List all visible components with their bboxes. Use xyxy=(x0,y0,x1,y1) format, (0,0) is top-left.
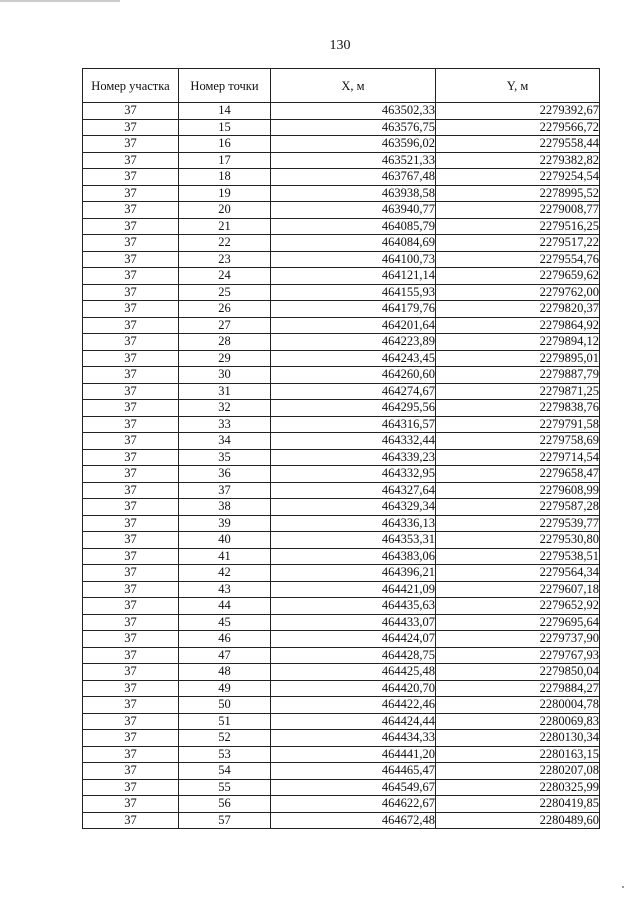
cell-point-number: 46 xyxy=(179,631,271,648)
table-row xyxy=(83,796,600,813)
scan-dot-mark xyxy=(622,886,624,888)
cell-plot-number: 37 xyxy=(83,664,179,681)
table-row xyxy=(83,565,600,582)
cell-point-number: 48 xyxy=(179,664,271,681)
cell-x: 464332,95 xyxy=(271,466,436,483)
table-row xyxy=(83,680,600,697)
cell-x: 463576,75 xyxy=(271,119,436,136)
cell-point-number: 16 xyxy=(179,136,271,153)
cell-x: 464435,63 xyxy=(271,598,436,615)
cell-y: 2279554,76 xyxy=(436,251,600,268)
cell-point-number: 23 xyxy=(179,251,271,268)
cell-x: 464672,48 xyxy=(271,812,436,829)
cell-point-number: 33 xyxy=(179,416,271,433)
cell-y: 2279820,37 xyxy=(436,301,600,318)
cell-x: 464223,89 xyxy=(271,334,436,351)
table-row xyxy=(83,515,600,532)
cell-y: 2279850,04 xyxy=(436,664,600,681)
cell-y: 2279564,34 xyxy=(436,565,600,582)
cell-point-number: 55 xyxy=(179,779,271,796)
cell-x: 464243,45 xyxy=(271,350,436,367)
cell-point-number: 20 xyxy=(179,202,271,219)
table-row xyxy=(83,268,600,285)
cell-point-number: 50 xyxy=(179,697,271,714)
cell-plot-number: 37 xyxy=(83,268,179,285)
cell-x: 464327,64 xyxy=(271,482,436,499)
cell-plot-number: 37 xyxy=(83,466,179,483)
table-row xyxy=(83,400,600,417)
cell-y: 2279737,90 xyxy=(436,631,600,648)
cell-point-number: 39 xyxy=(179,515,271,532)
cell-plot-number: 37 xyxy=(83,103,179,120)
table-body xyxy=(83,103,600,829)
cell-y: 2279652,92 xyxy=(436,598,600,615)
cell-plot-number: 37 xyxy=(83,416,179,433)
table-row xyxy=(83,301,600,318)
table-header-row xyxy=(83,69,600,103)
table-row xyxy=(83,466,600,483)
cell-y: 2279714,54 xyxy=(436,449,600,466)
cell-point-number: 54 xyxy=(179,763,271,780)
table-row xyxy=(83,730,600,747)
cell-x: 464100,73 xyxy=(271,251,436,268)
cell-x: 464465,47 xyxy=(271,763,436,780)
cell-plot-number: 37 xyxy=(83,136,179,153)
table-row xyxy=(83,746,600,763)
cell-x: 464295,56 xyxy=(271,400,436,417)
header-x: X, м xyxy=(271,69,436,103)
table-row xyxy=(83,119,600,136)
cell-y: 2279008,77 xyxy=(436,202,600,219)
table-row xyxy=(83,812,600,829)
cell-x: 464420,70 xyxy=(271,680,436,697)
table-row xyxy=(83,614,600,631)
cell-plot-number: 37 xyxy=(83,631,179,648)
cell-y: 2279895,01 xyxy=(436,350,600,367)
cell-point-number: 52 xyxy=(179,730,271,747)
cell-point-number: 21 xyxy=(179,218,271,235)
cell-plot-number: 37 xyxy=(83,796,179,813)
cell-plot-number: 37 xyxy=(83,317,179,334)
cell-plot-number: 37 xyxy=(83,482,179,499)
cell-y: 2280004,78 xyxy=(436,697,600,714)
table-row xyxy=(83,235,600,252)
cell-point-number: 38 xyxy=(179,499,271,516)
cell-point-number: 45 xyxy=(179,614,271,631)
table-row xyxy=(83,202,600,219)
cell-x: 464424,07 xyxy=(271,631,436,648)
cell-y: 2279538,51 xyxy=(436,548,600,565)
table-row xyxy=(83,136,600,153)
table-row xyxy=(83,383,600,400)
cell-plot-number: 37 xyxy=(83,334,179,351)
table-row xyxy=(83,581,600,598)
cell-y: 2279767,93 xyxy=(436,647,600,664)
cell-y: 2279517,22 xyxy=(436,235,600,252)
cell-y: 2280419,85 xyxy=(436,796,600,813)
table-row xyxy=(83,647,600,664)
cell-plot-number: 37 xyxy=(83,581,179,598)
cell-plot-number: 37 xyxy=(83,598,179,615)
cell-y: 2279887,79 xyxy=(436,367,600,384)
table-row xyxy=(83,416,600,433)
cell-point-number: 44 xyxy=(179,598,271,615)
cell-y: 2279382,82 xyxy=(436,152,600,169)
coordinates-table xyxy=(82,68,600,829)
cell-plot-number: 37 xyxy=(83,515,179,532)
cell-plot-number: 37 xyxy=(83,251,179,268)
table-row xyxy=(83,548,600,565)
cell-plot-number: 37 xyxy=(83,812,179,829)
cell-point-number: 43 xyxy=(179,581,271,598)
cell-y: 2279871,25 xyxy=(436,383,600,400)
cell-y: 2279254,54 xyxy=(436,169,600,186)
cell-y: 2279392,67 xyxy=(436,103,600,120)
cell-point-number: 28 xyxy=(179,334,271,351)
table-row xyxy=(83,631,600,648)
cell-y: 2279791,58 xyxy=(436,416,600,433)
cell-x: 463521,33 xyxy=(271,152,436,169)
cell-x: 464332,44 xyxy=(271,433,436,450)
cell-point-number: 27 xyxy=(179,317,271,334)
cell-y: 2279516,25 xyxy=(436,218,600,235)
cell-y: 2279539,77 xyxy=(436,515,600,532)
cell-point-number: 47 xyxy=(179,647,271,664)
cell-x: 464085,79 xyxy=(271,218,436,235)
table-row xyxy=(83,251,600,268)
cell-point-number: 57 xyxy=(179,812,271,829)
header-point-number: Номер точки xyxy=(179,69,271,103)
cell-y: 2279864,92 xyxy=(436,317,600,334)
cell-point-number: 24 xyxy=(179,268,271,285)
cell-point-number: 22 xyxy=(179,235,271,252)
cell-plot-number: 37 xyxy=(83,218,179,235)
cell-x: 464421,09 xyxy=(271,581,436,598)
table-row xyxy=(83,499,600,516)
cell-x: 463596,02 xyxy=(271,136,436,153)
cell-x: 463502,33 xyxy=(271,103,436,120)
cell-plot-number: 37 xyxy=(83,301,179,318)
cell-x: 464396,21 xyxy=(271,565,436,582)
scan-edge-mark xyxy=(0,0,120,2)
cell-point-number: 25 xyxy=(179,284,271,301)
cell-plot-number: 37 xyxy=(83,565,179,582)
table-row xyxy=(83,103,600,120)
cell-x: 464155,93 xyxy=(271,284,436,301)
cell-x: 464329,34 xyxy=(271,499,436,516)
cell-y: 2279566,72 xyxy=(436,119,600,136)
cell-x: 464121,14 xyxy=(271,268,436,285)
cell-plot-number: 37 xyxy=(83,152,179,169)
cell-point-number: 14 xyxy=(179,103,271,120)
cell-plot-number: 37 xyxy=(83,763,179,780)
cell-plot-number: 37 xyxy=(83,350,179,367)
cell-point-number: 41 xyxy=(179,548,271,565)
cell-plot-number: 37 xyxy=(83,119,179,136)
cell-plot-number: 37 xyxy=(83,433,179,450)
cell-plot-number: 37 xyxy=(83,169,179,186)
cell-x: 464422,46 xyxy=(271,697,436,714)
cell-plot-number: 37 xyxy=(83,235,179,252)
cell-x: 463938,58 xyxy=(271,185,436,202)
cell-point-number: 34 xyxy=(179,433,271,450)
cell-x: 464201,64 xyxy=(271,317,436,334)
cell-point-number: 26 xyxy=(179,301,271,318)
cell-plot-number: 37 xyxy=(83,779,179,796)
cell-y: 2280325,99 xyxy=(436,779,600,796)
table-row xyxy=(83,449,600,466)
cell-x: 464622,67 xyxy=(271,796,436,813)
cell-plot-number: 37 xyxy=(83,202,179,219)
cell-x: 464434,33 xyxy=(271,730,436,747)
cell-x: 464428,75 xyxy=(271,647,436,664)
table-row xyxy=(83,334,600,351)
cell-plot-number: 37 xyxy=(83,185,179,202)
table-row xyxy=(83,185,600,202)
table-row xyxy=(83,284,600,301)
cell-y: 2280163,15 xyxy=(436,746,600,763)
cell-plot-number: 37 xyxy=(83,713,179,730)
cell-y: 2279758,69 xyxy=(436,433,600,450)
table-row xyxy=(83,664,600,681)
cell-y: 2279695,64 xyxy=(436,614,600,631)
table-row xyxy=(83,433,600,450)
cell-plot-number: 37 xyxy=(83,647,179,664)
cell-plot-number: 37 xyxy=(83,284,179,301)
cell-x: 464425,48 xyxy=(271,664,436,681)
cell-x: 464316,57 xyxy=(271,416,436,433)
cell-point-number: 42 xyxy=(179,565,271,582)
table-row xyxy=(83,350,600,367)
cell-plot-number: 37 xyxy=(83,400,179,417)
cell-plot-number: 37 xyxy=(83,746,179,763)
cell-point-number: 15 xyxy=(179,119,271,136)
table-row xyxy=(83,763,600,780)
table-row xyxy=(83,367,600,384)
cell-point-number: 49 xyxy=(179,680,271,697)
cell-y: 2279587,28 xyxy=(436,499,600,516)
cell-point-number: 40 xyxy=(179,532,271,549)
cell-y: 2279894,12 xyxy=(436,334,600,351)
cell-x: 464424,44 xyxy=(271,713,436,730)
cell-point-number: 56 xyxy=(179,796,271,813)
cell-x: 463940,77 xyxy=(271,202,436,219)
header-plot-number: Номер участка xyxy=(83,69,179,103)
cell-x: 464353,31 xyxy=(271,532,436,549)
cell-point-number: 35 xyxy=(179,449,271,466)
cell-y: 2279658,47 xyxy=(436,466,600,483)
cell-point-number: 37 xyxy=(179,482,271,499)
cell-point-number: 30 xyxy=(179,367,271,384)
cell-plot-number: 37 xyxy=(83,532,179,549)
cell-x: 464260,60 xyxy=(271,367,436,384)
table-row xyxy=(83,218,600,235)
cell-plot-number: 37 xyxy=(83,730,179,747)
cell-y: 2279607,18 xyxy=(436,581,600,598)
cell-y: 2280207,08 xyxy=(436,763,600,780)
cell-x: 464179,76 xyxy=(271,301,436,318)
cell-plot-number: 37 xyxy=(83,449,179,466)
cell-point-number: 31 xyxy=(179,383,271,400)
cell-y: 2279762,00 xyxy=(436,284,600,301)
cell-point-number: 53 xyxy=(179,746,271,763)
cell-point-number: 19 xyxy=(179,185,271,202)
cell-x: 464549,67 xyxy=(271,779,436,796)
cell-x: 464383,06 xyxy=(271,548,436,565)
table-row xyxy=(83,779,600,796)
cell-x: 463767,48 xyxy=(271,169,436,186)
cell-plot-number: 37 xyxy=(83,383,179,400)
cell-y: 2279838,76 xyxy=(436,400,600,417)
cell-y: 2280069,83 xyxy=(436,713,600,730)
table-row xyxy=(83,598,600,615)
cell-plot-number: 37 xyxy=(83,614,179,631)
cell-x: 464339,23 xyxy=(271,449,436,466)
table-row xyxy=(83,169,600,186)
table-row xyxy=(83,713,600,730)
cell-y: 2279659,62 xyxy=(436,268,600,285)
cell-point-number: 17 xyxy=(179,152,271,169)
cell-plot-number: 37 xyxy=(83,680,179,697)
cell-point-number: 32 xyxy=(179,400,271,417)
cell-x: 464441,20 xyxy=(271,746,436,763)
cell-y: 2280130,34 xyxy=(436,730,600,747)
header-y: Y, м xyxy=(436,69,600,103)
cell-y: 2279884,27 xyxy=(436,680,600,697)
table-row xyxy=(83,532,600,549)
table-row xyxy=(83,482,600,499)
cell-x: 464433,07 xyxy=(271,614,436,631)
cell-y: 2278995,52 xyxy=(436,185,600,202)
table-row xyxy=(83,697,600,714)
table-row xyxy=(83,152,600,169)
cell-plot-number: 37 xyxy=(83,697,179,714)
cell-point-number: 18 xyxy=(179,169,271,186)
cell-point-number: 29 xyxy=(179,350,271,367)
cell-plot-number: 37 xyxy=(83,548,179,565)
cell-point-number: 36 xyxy=(179,466,271,483)
cell-point-number: 51 xyxy=(179,713,271,730)
cell-y: 2280489,60 xyxy=(436,812,600,829)
cell-y: 2279530,80 xyxy=(436,532,600,549)
cell-plot-number: 37 xyxy=(83,367,179,384)
cell-x: 464084,69 xyxy=(271,235,436,252)
page-number: 130 xyxy=(329,38,351,53)
cell-plot-number: 37 xyxy=(83,499,179,516)
cell-x: 464274,67 xyxy=(271,383,436,400)
cell-x: 464336,13 xyxy=(271,515,436,532)
table-row xyxy=(83,317,600,334)
cell-y: 2279608,99 xyxy=(436,482,600,499)
cell-y: 2279558,44 xyxy=(436,136,600,153)
